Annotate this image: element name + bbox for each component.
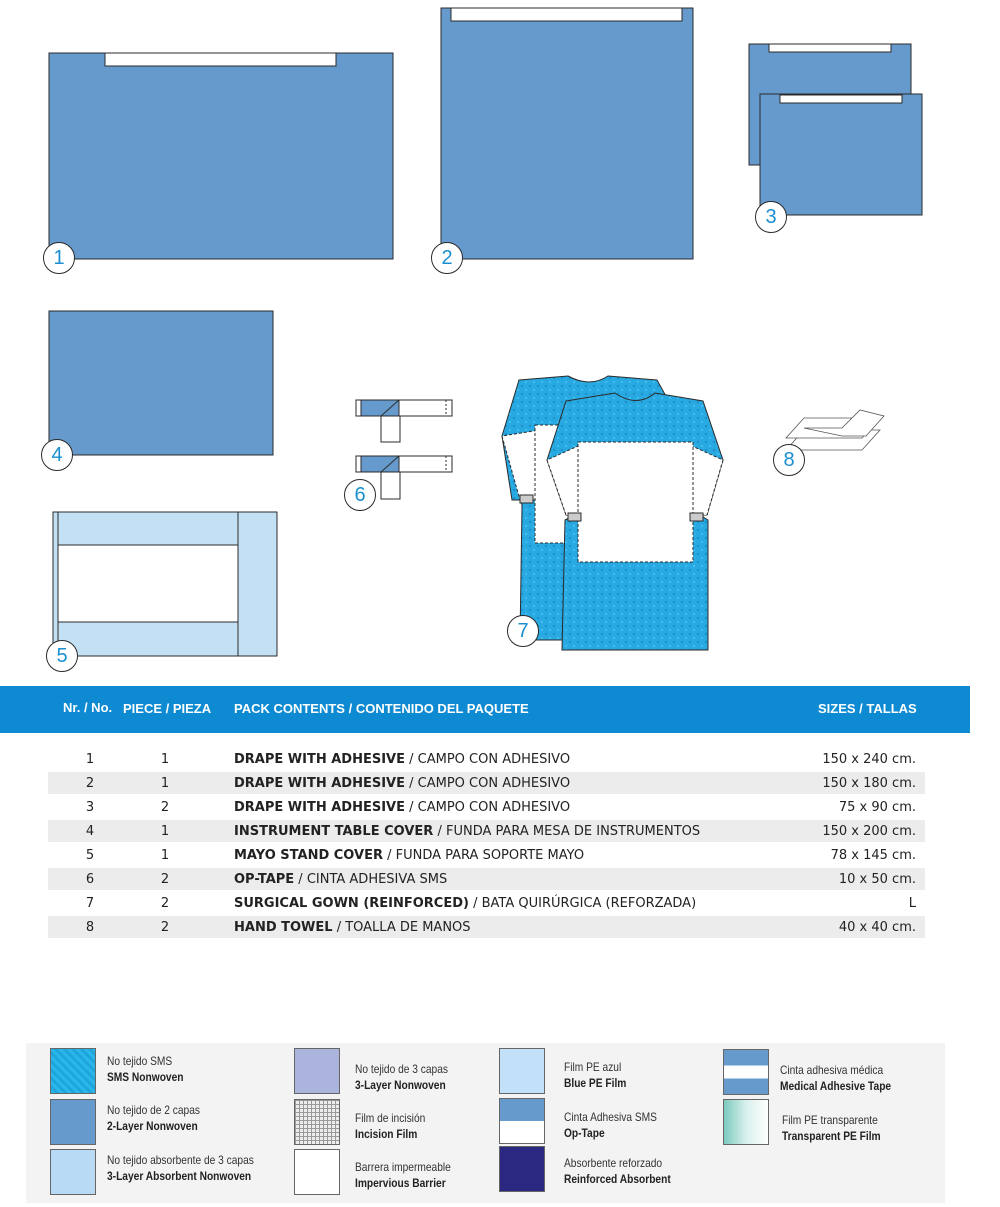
op-tape-icon <box>499 1098 545 1144</box>
transparent-pe-icon <box>723 1099 769 1145</box>
row-size: 150 x 240 cm. <box>822 752 916 767</box>
item-number-8: 8 <box>773 444 805 476</box>
row-piece: 1 <box>160 824 170 839</box>
item-number-6: 6 <box>344 479 376 511</box>
table-row <box>48 892 925 914</box>
row-name-en: DRAPE WITH ADHESIVE <box>234 752 405 767</box>
drape-150x240-shape <box>49 53 393 259</box>
row-size: 78 x 145 cm. <box>830 848 916 863</box>
table-row <box>48 844 925 866</box>
row-piece: 2 <box>160 800 170 815</box>
incision-film-icon <box>294 1099 340 1145</box>
row-nr: 3 <box>85 800 95 815</box>
drape-75x90-shape <box>749 44 922 215</box>
row-name-en: MAYO STAND COVER <box>234 848 383 863</box>
row-piece: 1 <box>160 776 170 791</box>
row-contents <box>234 872 447 887</box>
row-contents <box>234 896 696 911</box>
table-row <box>48 868 925 890</box>
legend-item: Film de incisión Incision Film <box>355 1111 426 1141</box>
row-name-es: / BATA QUIRÚRGICA (REFORZADA) <box>468 896 697 911</box>
row-name-es: / CAMPO CON ADHESIVO <box>405 752 571 767</box>
row-name-es: / CINTA ADHESIVA SMS <box>294 872 448 887</box>
hand-towel-shape <box>786 410 884 450</box>
material-legend <box>26 1043 945 1203</box>
row-nr: 6 <box>85 872 95 887</box>
row-name-en: DRAPE WITH ADHESIVE <box>234 800 405 815</box>
reinforced-absorbent-icon <box>499 1146 545 1192</box>
row-size: L <box>908 896 916 911</box>
legend-item: No tejido de 3 capas 3-Layer Nonwoven <box>355 1062 448 1092</box>
row-name-en: HAND TOWEL <box>234 920 333 935</box>
row-name-es: / FUNDA PARA SOPORTE MAYO <box>382 848 585 863</box>
legend-item: No tejido SMS SMS Nonwoven <box>107 1054 184 1084</box>
legend-item: No tejido absorbente de 3 capas 3-Layer Absorbent Nonwoven <box>107 1153 254 1183</box>
header-sizes: SIZES / TALLAS <box>818 701 917 716</box>
row-nr: 8 <box>85 920 95 935</box>
row-size: 75 x 90 cm. <box>838 800 916 815</box>
header-piece: PIECE / PIEZA <box>123 701 212 716</box>
row-name-en: INSTRUMENT TABLE COVER <box>234 824 434 839</box>
legend-item: Film PE transparente Transparent PE Film <box>782 1113 881 1143</box>
legend-item: Film PE azul Blue PE Film <box>564 1060 627 1090</box>
legend-item: Absorbente reforzado Reinforced Absorbent <box>564 1156 671 1186</box>
table-row <box>48 796 925 818</box>
drape-150x180-shape <box>441 8 693 259</box>
row-name-es: / FUNDA PARA MESA DE INSTRUMENTOS <box>433 824 701 839</box>
row-nr: 7 <box>85 896 95 911</box>
row-size: 10 x 50 cm. <box>838 872 916 887</box>
row-contents <box>234 776 570 791</box>
surgical-gown-shape <box>502 376 723 650</box>
row-name-es: / CAMPO CON ADHESIVO <box>405 776 571 791</box>
row-nr: 2 <box>85 776 95 791</box>
instrument-table-cover-shape <box>49 311 273 455</box>
mayo-stand-cover-shape <box>53 512 277 656</box>
row-name-es: / CAMPO CON ADHESIVO <box>405 800 571 815</box>
row-contents <box>234 848 584 863</box>
row-contents <box>234 800 570 815</box>
absorbent-icon <box>50 1149 96 1195</box>
row-nr: 1 <box>85 752 95 767</box>
row-contents <box>234 824 700 839</box>
item-number-4: 4 <box>41 439 73 471</box>
legend-item: No tejido de 2 capas 2-Layer Nonwoven <box>107 1103 200 1133</box>
item-number-3: 3 <box>755 201 787 233</box>
legend-item: Cinta Adhesiva SMS Op-Tape <box>564 1110 657 1140</box>
row-piece: 2 <box>160 872 170 887</box>
row-contents <box>234 920 471 935</box>
medical-tape-icon <box>723 1049 769 1095</box>
two-layer-icon <box>50 1099 96 1145</box>
legend-item: Barrera impermeable Impervious Barrier <box>355 1160 451 1190</box>
row-nr: 5 <box>85 848 95 863</box>
item-number-7: 7 <box>507 615 539 647</box>
table-row <box>48 916 925 938</box>
table-row <box>48 772 925 794</box>
item-number-1: 1 <box>43 242 75 274</box>
row-nr: 4 <box>85 824 95 839</box>
row-size: 150 x 180 cm. <box>822 776 916 791</box>
three-layer-icon <box>294 1048 340 1094</box>
table-row <box>48 748 925 770</box>
table-row <box>48 820 925 842</box>
row-piece: 1 <box>160 848 170 863</box>
blue-pe-film-icon <box>499 1048 545 1094</box>
header-contents: PACK CONTENTS / CONTENIDO DEL PAQUETE <box>234 701 529 716</box>
row-contents <box>234 752 570 767</box>
row-name-en: SURGICAL GOWN (REINFORCED) <box>234 896 469 911</box>
sms-icon <box>50 1048 96 1094</box>
row-name-es: / TOALLA DE MANOS <box>332 920 471 935</box>
header-nr: Nr. / No. <box>63 700 113 715</box>
item-number-2: 2 <box>431 242 463 274</box>
item-number-5: 5 <box>46 640 78 672</box>
impervious-icon <box>294 1149 340 1195</box>
legend-item: Cinta adhesiva médica Medical Adhesive Tape <box>780 1063 892 1093</box>
row-piece: 1 <box>160 752 170 767</box>
row-size: 150 x 200 cm. <box>822 824 916 839</box>
row-name-en: DRAPE WITH ADHESIVE <box>234 776 405 791</box>
row-piece: 2 <box>160 896 170 911</box>
row-piece: 2 <box>160 920 170 935</box>
row-size: 40 x 40 cm. <box>838 920 916 935</box>
row-name-en: OP-TAPE <box>234 872 295 887</box>
table-header <box>0 686 970 733</box>
